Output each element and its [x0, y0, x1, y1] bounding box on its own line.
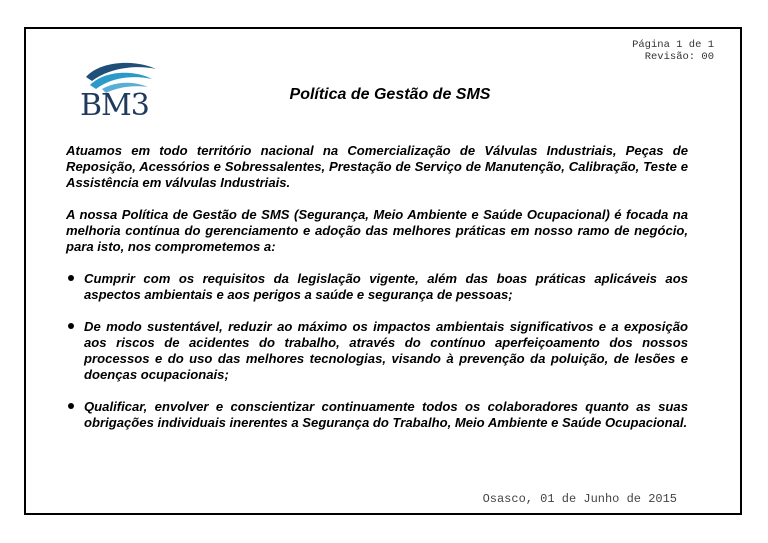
intro-paragraph: Atuamos em todo território nacional na Comercialização de Válvulas Industriais, Peças de Reposição, Acessórios e Sobressalentes, Prestação de Serviço de Manutenção, Calibração, Teste e Assistência em válvulas Industriais. — [66, 143, 688, 190]
list-item-text: Cumprir com os requisitos da legislação vigente, além das boas práticas aplicáveis aos aspectos ambientais e aos perigos a saúde e segurança de pessoas; — [84, 271, 688, 302]
document-frame — [24, 27, 742, 515]
page-number: Página 1 de 1 — [632, 39, 714, 51]
footer-date: Osasco, 01 de Junho de 2015 — [482, 492, 677, 506]
list-item-text: Qualificar, envolver e conscientizar continuamente todos os colaboradores quanto as suas obrigações individuais inerentes a Segurança do Trabalho, Meio Ambiente e Saúde Ocupacional. — [84, 399, 688, 430]
list-item — [66, 399, 688, 431]
revision-number: Revisão: 00 — [644, 51, 714, 63]
document-body — [66, 143, 688, 447]
bullet-icon — [68, 403, 74, 409]
list-item-text: De modo sustentável, reduzir ao máximo os impactos ambientais significativos e a exposição aos riscos de acidentes do trabalho, através do contínuo aperfeiçoamento dos nossos processos e do uso das melhores tecnologias, visando à prevenção da poluição, de lesões e doenças ocupacionais; — [84, 319, 688, 382]
page-info — [632, 39, 714, 63]
document-title: Política de Gestão de SMS — [289, 86, 491, 103]
bullet-icon — [68, 275, 74, 281]
list-item — [66, 271, 688, 303]
policy-paragraph: A nossa Política de Gestão de SMS (Segurança, Meio Ambiente e Saúde Ocupacional) é focada na melhoria contínua do gerenciamento e adoção das melhores práticas em nosso ramo de negócio, para isto, nos comprometemos a: — [66, 207, 688, 254]
list-item — [66, 319, 688, 383]
bullet-icon — [68, 323, 74, 329]
commitment-list — [66, 271, 688, 431]
logo-text: BM3 — [80, 88, 149, 123]
